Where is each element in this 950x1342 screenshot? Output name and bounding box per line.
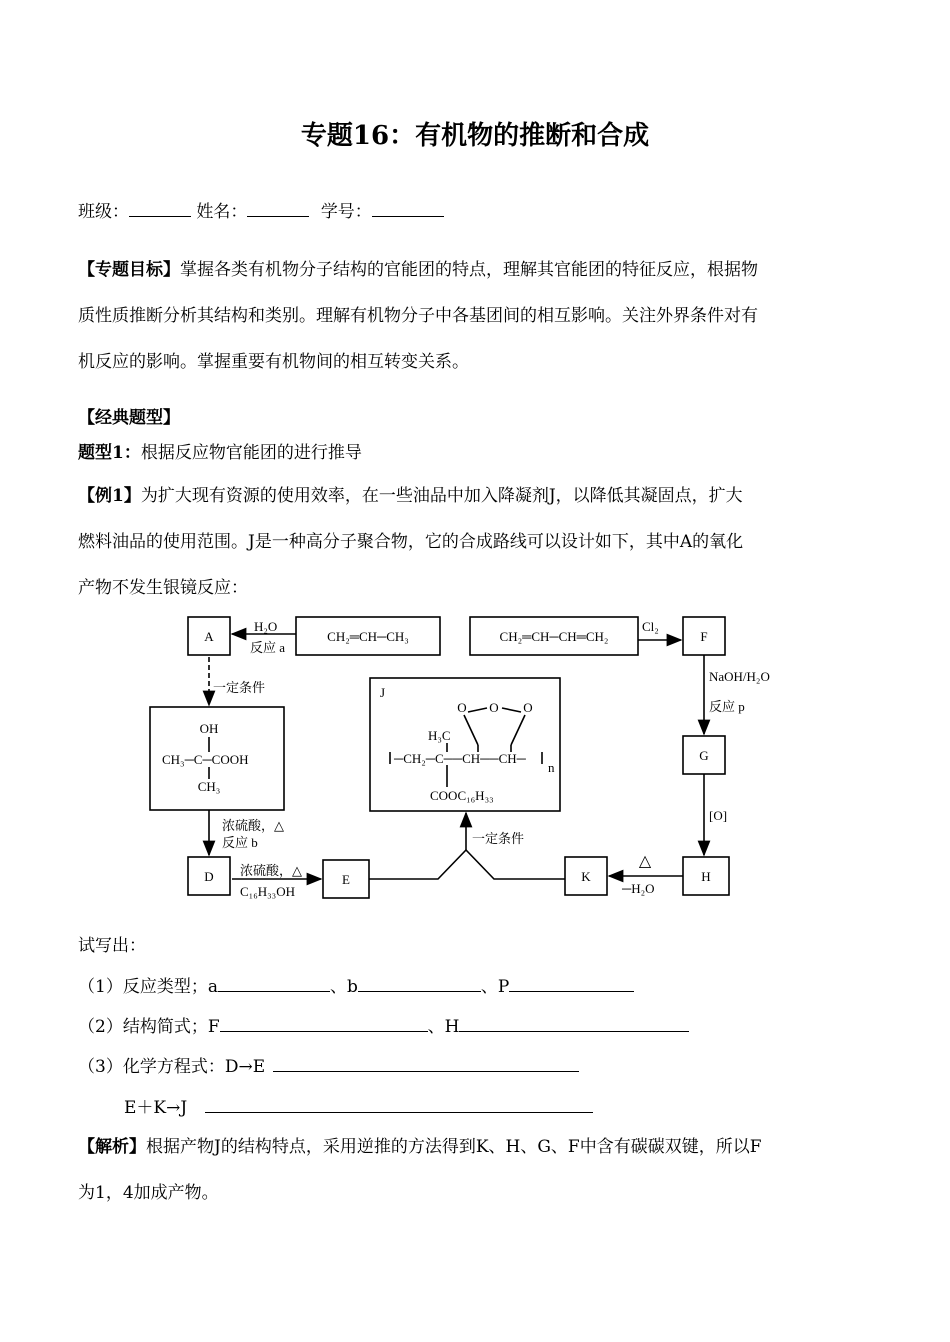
analysis-text-1: 根据产物J的结构特点，采用逆推的方法得到K、H、G、F中含有碳碳双键，所以F [146, 1137, 762, 1157]
label-condition-2: 一定条件 [472, 831, 525, 846]
q1-blank-a[interactable] [218, 975, 330, 992]
q2-blank-f[interactable] [220, 1015, 428, 1032]
section-heading: 【经典题型】 [78, 408, 180, 428]
q1-label: （1）反应类型；a [78, 977, 218, 997]
goal-line-2: 质性质推断分析其结构和类别。理解有机物分子中各基团间的相互影响。关注外界条件对有 [78, 306, 758, 326]
goal-label: 【专题目标】 [78, 260, 180, 280]
j-o-right: O [523, 700, 533, 715]
q3-blank-ek[interactable] [205, 1096, 593, 1113]
label-g: G [699, 748, 709, 763]
question-3-ek [124, 1096, 593, 1118]
type1-text: 根据反应物官能团的进行推导 [140, 443, 362, 463]
label-reaction-b: 反应 b [222, 835, 258, 850]
label-d: D [204, 869, 214, 884]
label-c16oh: C₁₆H₃₃OH [240, 884, 295, 899]
name-label: 姓名： [196, 202, 248, 222]
label-h: H [701, 869, 711, 884]
label-reaction-p: 反应 p [709, 699, 745, 714]
label-delta: △ [638, 853, 652, 870]
q3-label: （3）化学方程式：D→E [78, 1057, 266, 1077]
j-o-ring: O [489, 700, 499, 715]
id-label: 学号： [320, 202, 372, 222]
q3-blank-de[interactable] [273, 1055, 579, 1072]
j-ester: COOC₁₆H₃₃ [430, 788, 494, 803]
j-backbone: ─CH₂─C──CH──CH─ [394, 751, 526, 766]
q3-ek-label: E＋K→J [124, 1098, 188, 1118]
goal-line-3: 机反应的影响。掌握重要有机物间的相互转变关系。 [78, 352, 469, 372]
label-condition-1: 一定条件 [213, 680, 266, 695]
label-cl2: Cl₂ [642, 619, 659, 634]
example-line-2: 燃料油品的使用范围。J是一种高分子聚合物，它的合成路线可以设计如下，其中A的氧化 [78, 532, 744, 552]
lactic-oh: OH [199, 721, 219, 736]
question-2 [78, 1015, 689, 1037]
q2-blank-h[interactable] [459, 1015, 689, 1032]
q2-h-label: 、H [427, 1017, 460, 1037]
type1-label: 题型1： [78, 443, 141, 463]
page-title: 专题16：有机物的推断和合成 [300, 121, 650, 151]
label-oxidation: [O] [709, 808, 728, 823]
label-j: J [380, 685, 386, 700]
label-e: E [342, 872, 350, 887]
q2-label: （2）结构简式；F [78, 1017, 220, 1037]
label-propene: CH₂═CH─CH₃ [327, 629, 409, 644]
label-a: A [204, 629, 214, 644]
example-line-3: 产物不发生银镜反应： [78, 578, 248, 598]
j-h3c: H₃C [428, 728, 451, 743]
j-o-left: O [457, 700, 467, 715]
label-k: K [581, 869, 591, 884]
analysis-label: 【解析】 [78, 1137, 146, 1157]
q1-blank-p[interactable] [509, 975, 634, 992]
label-conc-acid-2: 浓硫酸，△ [240, 863, 302, 878]
j-n: n [548, 760, 555, 775]
label-h2o: H₂O [254, 619, 278, 634]
label-naoh: NaOH/H₂O [709, 669, 770, 684]
analysis-line-2: 为1，4加成产物。 [78, 1183, 219, 1203]
lactic-ch3: CH₃ [197, 779, 221, 794]
analysis-line-1 [78, 1137, 762, 1157]
label-conc-acid-1: 浓硫酸，△ [222, 818, 284, 833]
goal-text-1: 掌握各类有机物分子结构的官能团的特点，理解其官能团的特征反应，根据物 [180, 260, 758, 280]
q1-p-label: 、P [480, 977, 510, 997]
label-f: F [700, 629, 708, 644]
question-intro: 试写出： [78, 936, 146, 956]
class-label: 班级： [78, 202, 129, 222]
example-label: 【例1】 [78, 486, 141, 506]
lactic-main: CH₃─C─COOH [162, 752, 249, 767]
label-minus-h2o: ─H₂O [622, 881, 655, 896]
question-3 [78, 1055, 579, 1077]
label-butadiene: CH₂═CH─CH═CH₂ [499, 629, 609, 644]
q1-b-label: 、b [329, 977, 358, 997]
label-reaction-a: 反应 a [250, 640, 286, 655]
q1-blank-b[interactable] [358, 975, 481, 992]
connector-e-k [369, 850, 565, 879]
example-text-1: 为扩大现有资源的使用效率，在一些油品中加入降凝剂J，以降低其凝固点，扩大 [140, 486, 743, 506]
question-1 [78, 975, 634, 997]
